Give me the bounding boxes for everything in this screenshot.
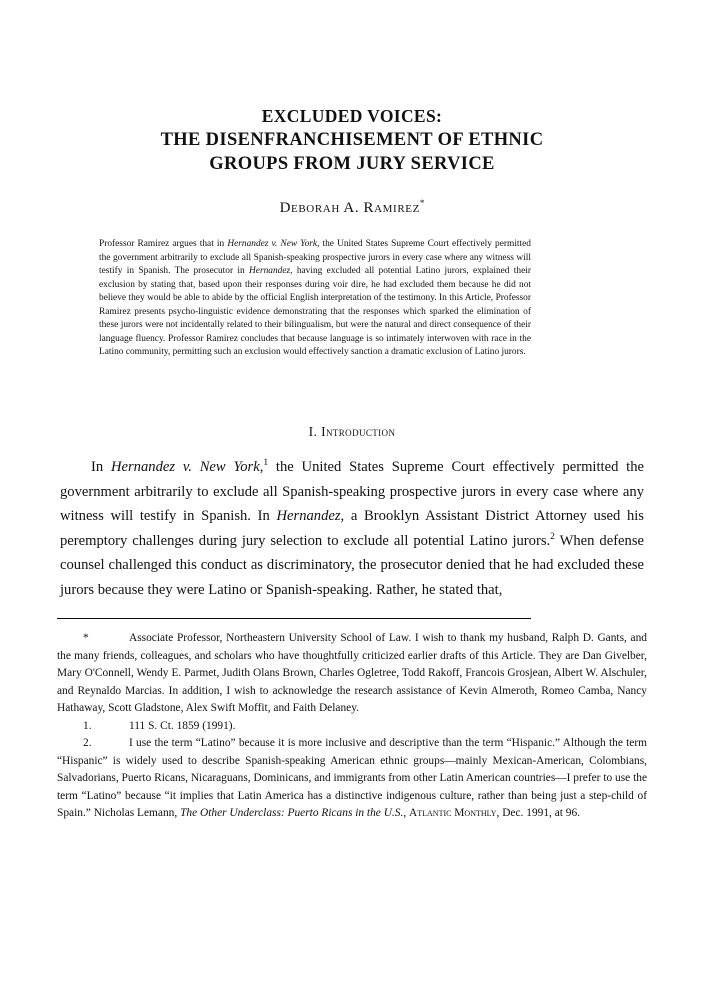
abstract-text-part-1: Professor Ramirez argues that in (99, 239, 228, 249)
footnote-1-text: 111 S. Ct. 1859 (1991). (129, 719, 236, 732)
footnote-separator-rule (57, 618, 531, 619)
title-line-1: EXCLUDED VOICES: (261, 106, 443, 126)
footnote-marker-star: * (83, 632, 89, 644)
body-text-part-3: , a Brooklyn Assistant District Attorney used his peremptory challenges during jury selection to exclude all potential Latino jurors. (60, 508, 644, 549)
body-case-name-1: Hernandez v. New York (110, 459, 260, 475)
title-line-3: GROUPS FROM JURY SERVICE (209, 154, 495, 174)
footnote-1 (57, 718, 647, 736)
footnote-ref-1[interactable]: 1 (263, 458, 269, 469)
footnote-2-cite-title: The Other Underclass: Puerto Ricans in the U.S. (180, 807, 404, 820)
body-case-name-2: Hernandez (276, 508, 341, 525)
body-text-part-4: When defense counsel challenged this conduct as discriminatory, the prosecutor denied that he had excluded these jurors because they were Latino or Spanish-speaking. Rather, he stated that, (60, 532, 644, 598)
abstract-text-part-3: , having excluded all potential Latino jurors, explained their exclusion by stating that, based upon their responses during voir dire, he had excluded them because he did not believe they would be able to abide by the official English interpretation of the testimony. In this Article, Professor Ramirez presents psycho-linguistic evidence demonstrating that the responses which sparked the elimination of these jurors were not incidentally related to their bilingualism, but were the natural and direct consequence of their language fluency. Professor Ramirez concludes that because language is so intimately interwoven with race in the Latino community, permitting such an exclusion would effectively sanction a dramatic exclusion of Latino jurors. (99, 266, 531, 358)
author-name: Deborah A. Ramirez (279, 200, 420, 216)
footnote-marker-1: 1. (83, 719, 92, 732)
footnote-ref-2[interactable]: 2 (550, 531, 555, 542)
author-footnote-ref: * (419, 198, 425, 208)
footnote-star (57, 630, 647, 718)
footnote-2-text-part-1: I use the term “Latino” because it is more inclusive and descriptive than the term “Hispanic.” Although the term “Hispanic” is widely used to describe Spanish-speaking American ethnic groups—mainly Mexican-American, Colombians, Salvadorians, Puerto Ricans, Nicaraguans, Dominicans, and immigrants from other Latin American countries—I prefer to use the term “Latino” because “it implies that Latin America has a distinctive indigenous culture, rather than being just a step-child of Spain.” Nicholas Lemann, (57, 737, 647, 820)
abstract-text-part-2: , the United States Supreme Court effectively permitted the government arbitrarily to exclude all Spanish-speaking prospective jurors in every case where any witness will testify in Spanish. The prosecutor in (99, 239, 531, 277)
footnote-marker-2: 2. (83, 737, 92, 750)
footnotes-block (57, 630, 647, 823)
abstract-case-name-2: Hernandez (249, 266, 291, 277)
body-paragraph-1: In Hernandez v. New York,$^1$ the United States Supreme Court effectively permitted the government arbitrarily to exclude all Spanish-speaking prospective jurors in every case where any witness will testify in Spanish. In Hernandez, a Brooklyn Assistant District Attorney used his peremptory challenges during jury selection to exclude all potential Latino jurors.$^2$ When defense counsel challenged this conduct as discriminatory, the prosecutor denied that he had excluded these jurors because they were Latino or Spanish-speaking. Rather, he stated that, (60, 458, 645, 598)
footnote-2-publication: Atlantic Monthly (409, 807, 497, 820)
title-line-2: THE DISENFRANCHISEMENT OF ETHNIC (160, 130, 544, 150)
body-text-part-2: the United States Supreme Court effectively permitted the government arbitrarily to exclude all Spanish-speaking prospective jurors in every case where any witness will testify in Spanish. In (60, 459, 645, 525)
author-byline (0, 198, 704, 217)
body-text-block (60, 455, 644, 603)
footnote-star-text: Associate Professor, Northeastern University School of Law. I wish to thank my husband, Ralph D. Gants, and the many friends, colleagues, and scholars who have thoughtfully criticized earlier drafts of this Article. They are Dan Givelber, Mary O'Connell, Wendy E. Parmet, Judith Olans Brown, Charles Ogletree, Todd Rakoff, Francois Grosjean, Albert W. Alschuler, and Reynaldo Marcias. In addition, I wish to acknowledge the research assistance of Kevin Almeroth, Romeo Camba, Nancy Hathaway, Scott Gladstone, Alex Swift Moffit, and Faith Delaney. (57, 632, 647, 715)
footnote-2-text-part-2: , (403, 807, 410, 820)
body-text-part-1: In (91, 459, 111, 475)
footnote-2-text-part-3: , Dec. 1991, at 96. (496, 807, 581, 820)
section-heading-introduction: I. Introduction (308, 424, 396, 439)
abstract-case-name-1: Hernandez v. New York (227, 239, 318, 249)
footnote-2 (57, 735, 647, 823)
abstract-block (99, 238, 531, 360)
article-title (0, 104, 704, 176)
